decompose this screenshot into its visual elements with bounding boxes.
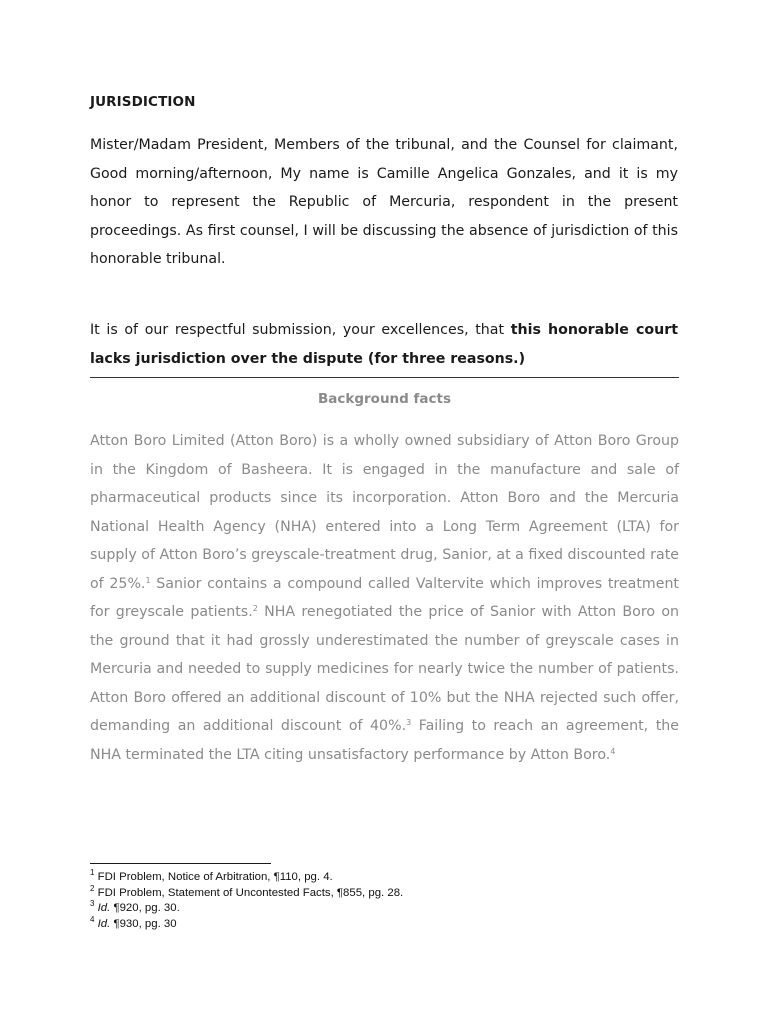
submission-text: It is of our respectful submission, your excellences, that bbox=[90, 322, 511, 338]
background-text-segment: Atton Boro Limited (Atton Boro) is a wholly owned subsidiary of Atton Boro Group in the Kingdom of Basheera. It is engaged in the manufacture and sale of pharmaceutical products since its incorporation. Atton Boro and the Mercuria National Health Agency (NHA) entered into a Long Term Agreement (LTA) for supply of Atton Boro’s greyscale-treatment drug, Sanior, at a fixed discounted rate of 25%. bbox=[90, 433, 679, 592]
background-facts-paragraph bbox=[90, 427, 679, 769]
footnote-ref[interactable]: 4 bbox=[610, 746, 616, 756]
intro-paragraph: Mister/Madam President, Members of the tribunal, and the Counsel for claimant, Good morning/afternoon, My name is Camille Angelica Gonzales, and it is my honor to represent the Republic of Mercuria, respondent in the present proceedings. As first counsel, I will be discussing the absence of jurisdiction of this honorable tribunal. bbox=[90, 137, 678, 267]
footnote-text: FDI Problem, Statement of Uncontested Facts, ¶855, pg. 28. bbox=[97, 886, 404, 899]
footnote-text: ¶930, pg. 30 bbox=[110, 917, 177, 930]
footnote-number: 2 bbox=[90, 883, 95, 893]
footnote-text: FDI Problem, Notice of Arbitration, ¶110, pg. 4. bbox=[97, 871, 333, 883]
background-text-segment: Sanior contains a compound called Valtervite which improves treatment for greyscale patients. bbox=[90, 575, 679, 620]
footnote bbox=[90, 901, 403, 917]
background-text-segment: Failing to reach an agreement, the NHA terminated the LTA citing unsatisfactory performance by Atton Boro. bbox=[90, 718, 679, 763]
footnote bbox=[90, 914, 403, 933]
background-text-segment: NHA renegotiated the price of Sanior with Atton Boro on the ground that it had grossly underestimated the number of greyscale cases in Mercuria and needed to supply medicines for nearly twice the number of patients. Atton Boro offered an additional discount of 10% but the NHA rejected such offer, demanding an additional discount of 40%. bbox=[90, 604, 680, 734]
footnote-text: ¶920, pg. 30. bbox=[110, 902, 180, 914]
footnote-number: 4 bbox=[90, 914, 95, 924]
footnote-ref[interactable]: 2 bbox=[252, 604, 258, 613]
footnote-number: 3 bbox=[90, 899, 95, 908]
footnote bbox=[90, 883, 404, 902]
footnote bbox=[90, 870, 403, 886]
section-divider bbox=[90, 377, 679, 378]
footnote-italic: Id. bbox=[97, 917, 111, 930]
footnote-separator bbox=[90, 863, 271, 864]
footnote-ref[interactable]: 3 bbox=[406, 718, 412, 727]
footnote-ref[interactable]: 1 bbox=[145, 575, 151, 585]
submission-bold-text: this honorable court lacks jurisdiction over the dispute (for three reasons.) bbox=[90, 322, 678, 367]
section-heading: JURISDICTION bbox=[90, 94, 196, 110]
footnote-number: 1 bbox=[90, 868, 95, 877]
footnote-italic: Id. bbox=[97, 902, 111, 914]
submission-paragraph bbox=[90, 316, 678, 373]
background-facts-title: Background facts bbox=[317, 391, 452, 407]
footnotes-list bbox=[90, 870, 403, 932]
